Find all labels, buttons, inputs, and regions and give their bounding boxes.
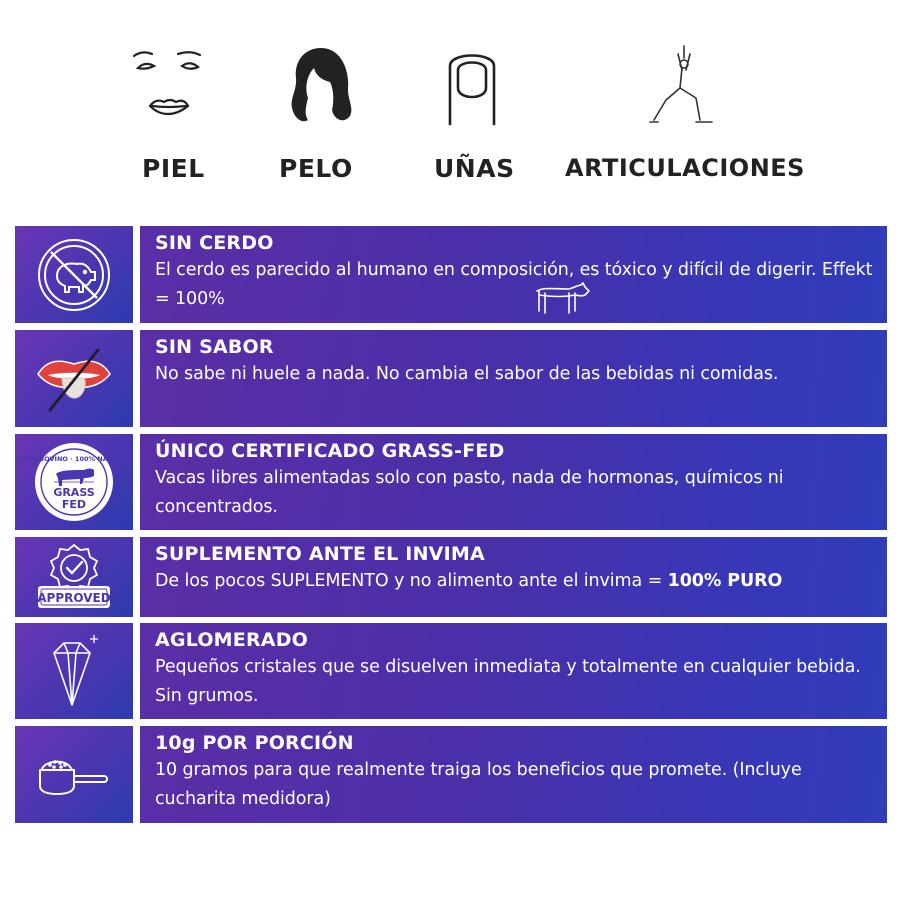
feature-icon-box: [15, 726, 133, 823]
badge-top-text: 100% BOVINO · 100% NATURAL: [16, 455, 132, 463]
benefit-label-unas: UÑAS: [434, 154, 515, 183]
feature-description: De los pocos SUPLEMENTO y no alimento ante el invima = 100% PURO: [155, 571, 783, 591]
grass-fed-badge-icon: [16, 440, 132, 524]
no-taste-icon: [32, 344, 116, 414]
measuring-scoop-icon: [36, 750, 112, 800]
feature-title: 10g POR PORCIÓN: [155, 732, 354, 754]
feature-icon-box: [15, 537, 133, 617]
feature-description: El cerdo es parecido al humano en composición, es tóxico y difícil de digerir. Effekt = 100%: [155, 260, 873, 309]
benefit-label-articulaciones: ARTICULACIONES: [565, 154, 805, 182]
hair-icon: [286, 46, 356, 130]
feature-description: Pequeños cristales que se disuelven inmediata y totalmente en cualquier bebida. Sin grumos.: [155, 657, 861, 706]
benefits-row: [0, 0, 900, 200]
feature-title: SIN SABOR: [155, 336, 274, 358]
feature-text-box: [140, 726, 887, 823]
feature-row-aglomerado: [15, 623, 887, 719]
feature-title: SIN CERDO: [155, 232, 274, 254]
benefit-label-piel: PIEL: [142, 154, 205, 183]
feature-description: 10 gramos para que realmente traiga los beneficios que promete. (Incluye cucharita medidora): [155, 760, 802, 809]
feature-icon-box: [15, 226, 133, 323]
feature-icon-box: [15, 434, 133, 530]
feature-text-box: [140, 537, 887, 617]
approved-text: APPROVED: [37, 591, 111, 605]
feature-row-sin-cerdo: [15, 226, 887, 323]
feature-title: SUPLEMENTO ANTE EL INVIMA: [155, 543, 485, 565]
feature-row-grass-fed: [15, 434, 887, 530]
cow-icon: [535, 281, 591, 317]
feature-emphasis: 100% PURO: [667, 571, 783, 591]
feature-text-box: [140, 330, 887, 427]
svg-text:GRASS: GRASS: [53, 486, 95, 499]
crystal-icon: [44, 631, 104, 711]
feature-description: Vacas libres alimentadas solo con pasto, nada de hormonas, químicos ni concentrados.: [155, 468, 784, 517]
feature-text-box: [140, 434, 887, 530]
feature-icon-box: [15, 623, 133, 719]
fingernail-icon: [446, 46, 498, 130]
feature-title: AGLOMERADO: [155, 629, 309, 651]
feature-title: ÚNICO CERTIFICADO GRASS-FED: [155, 440, 505, 462]
approved-badge-icon: [34, 542, 114, 612]
feature-text-box: [140, 623, 887, 719]
benefit-label-pelo: PELO: [279, 154, 353, 183]
feature-row-sin-sabor: [15, 330, 887, 427]
feature-icon-box: [15, 330, 133, 427]
feature-row-invima: [15, 537, 887, 617]
face-icon: [128, 48, 212, 124]
feature-row-porcion: [15, 726, 887, 823]
yoga-pose-icon: [644, 44, 718, 132]
no-pig-icon: [35, 236, 113, 314]
feature-description: No sabe ni huele a nada. No cambia el sabor de las bebidas ni comidas.: [155, 364, 779, 384]
svg-text:FED: FED: [61, 498, 87, 511]
feature-text-box: [140, 226, 887, 323]
